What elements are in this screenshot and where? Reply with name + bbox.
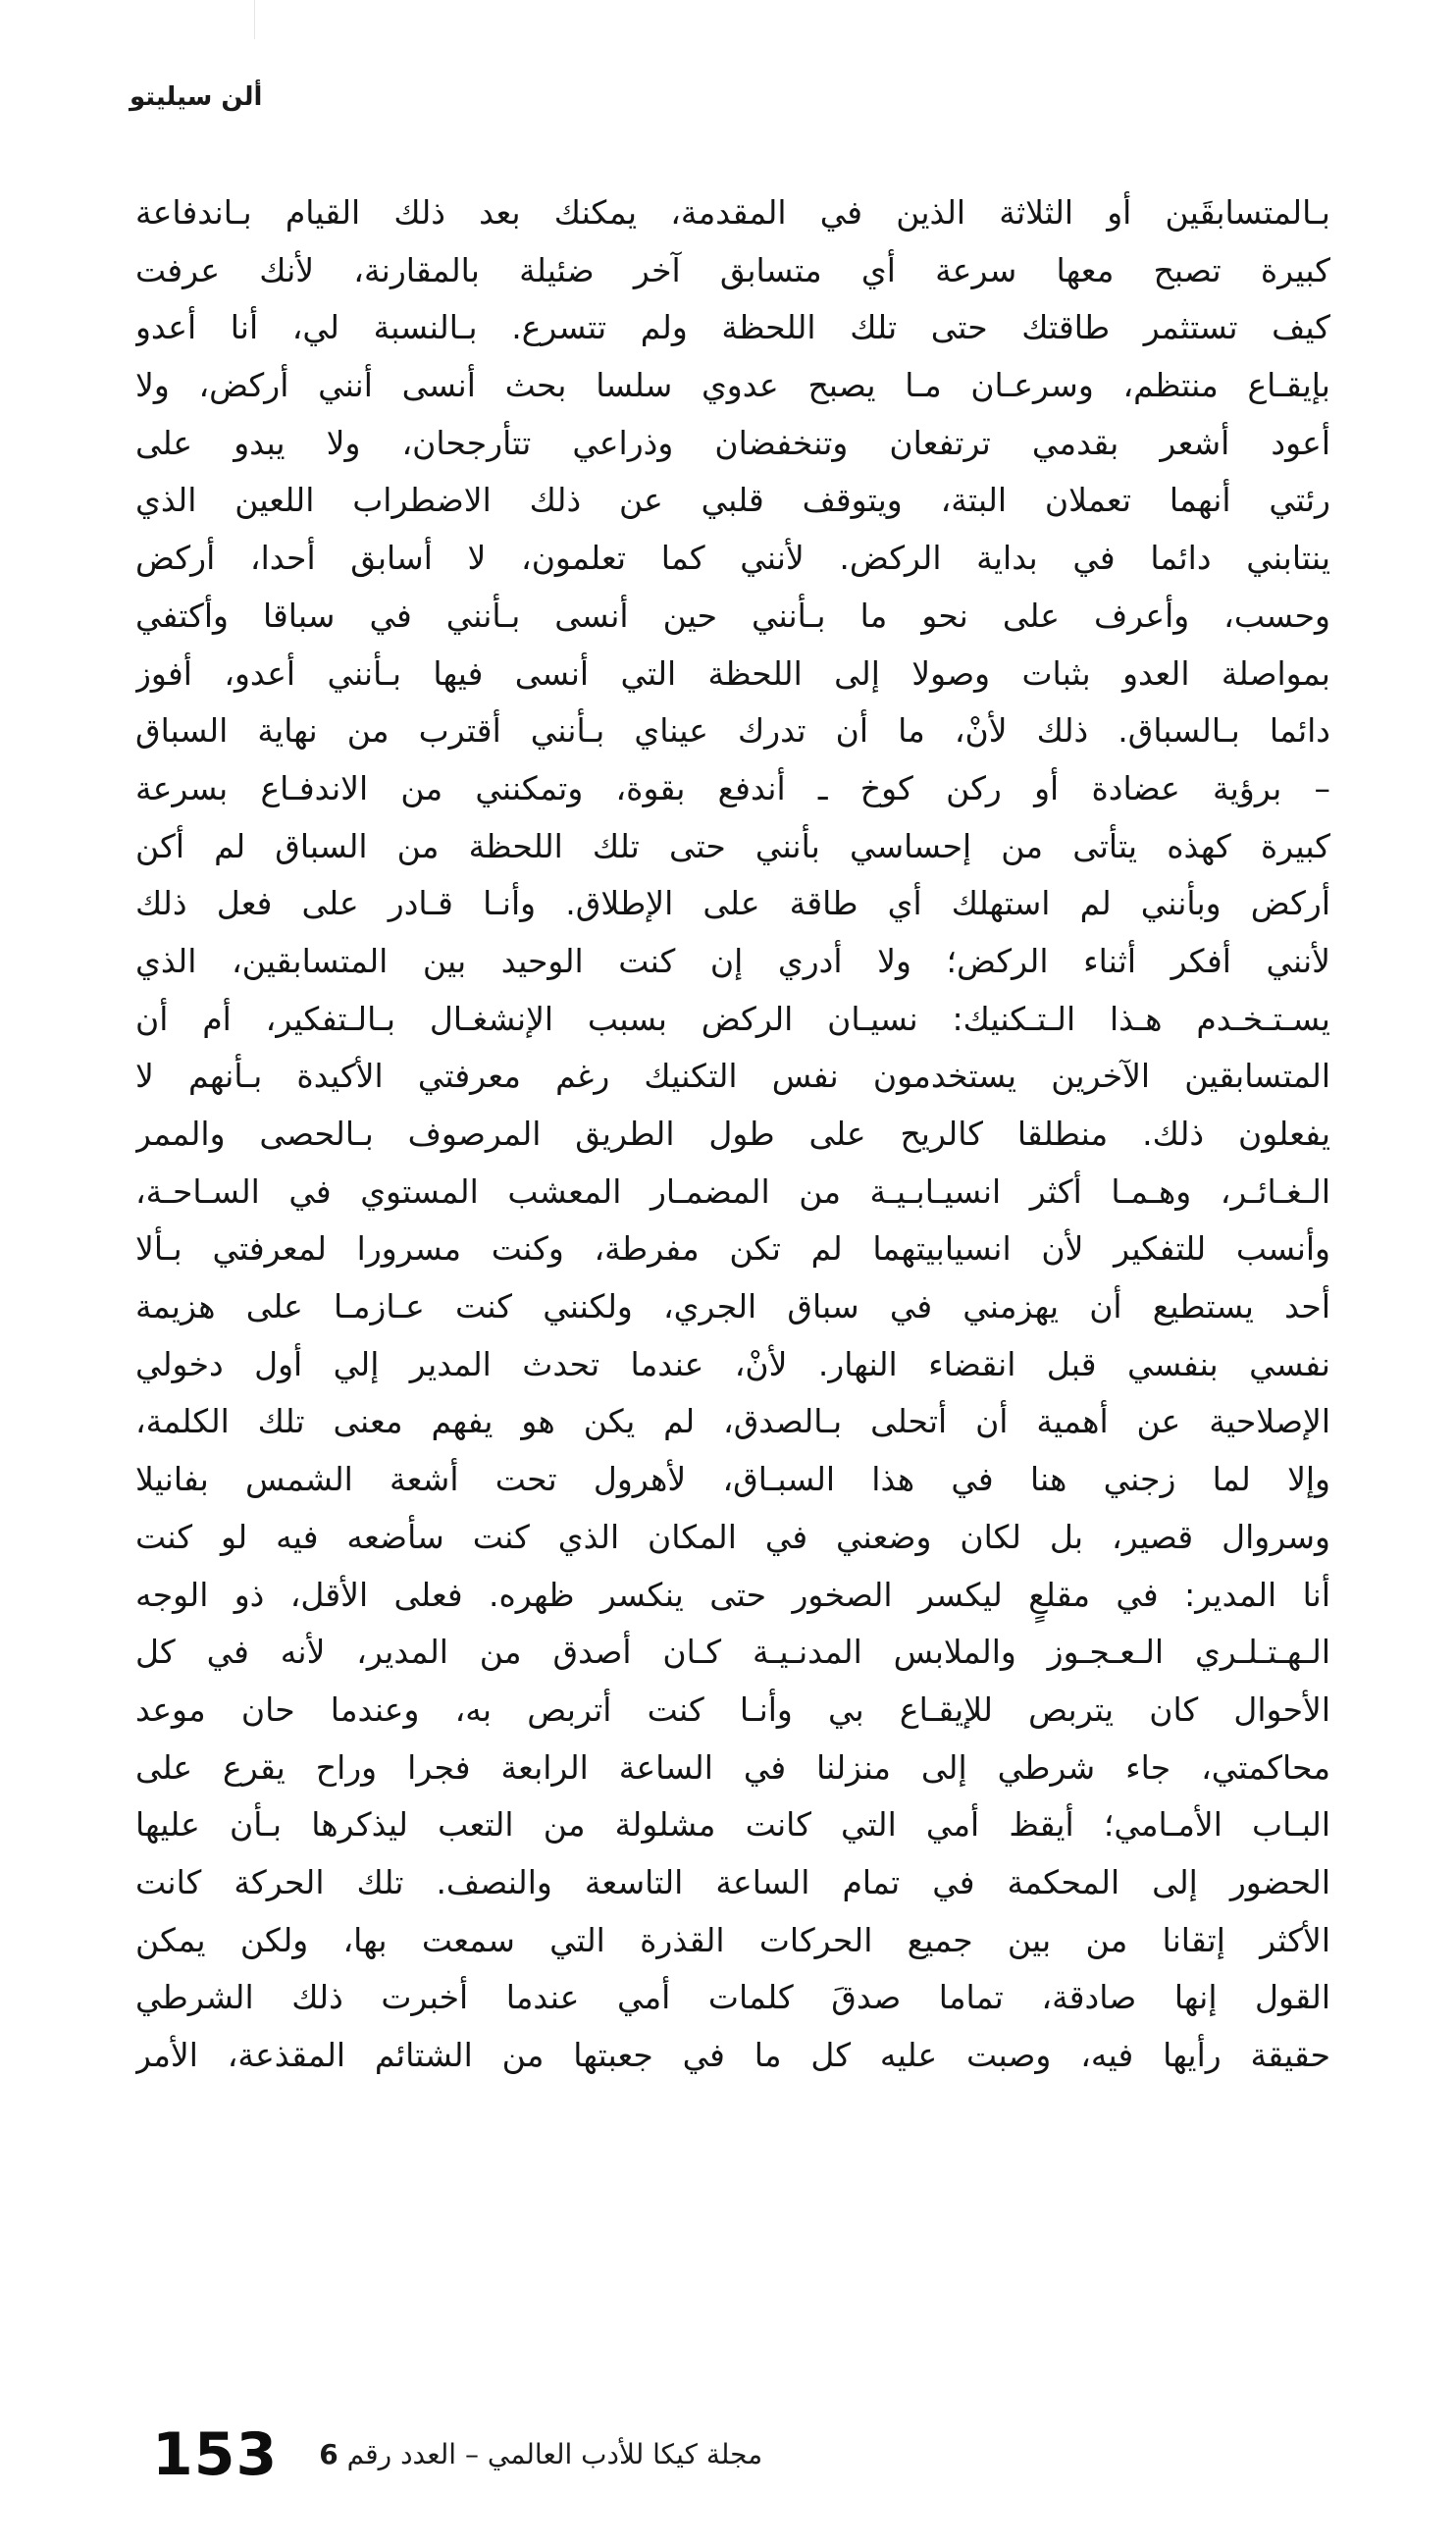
text-line: الـغـائـر، وهـمـا أكثر انسيـابـيـة من المضمـار المعشب المستوي في السـاحـة، bbox=[135, 1171, 1330, 1211]
text-line: القول إنها صادقة، تماما صدقَ كلمات أمي عندما أخبرت ذلك الشرطي bbox=[135, 1978, 1330, 2017]
text-line: أحد يستطيع أن يهزمني في سباق الجري، ولكنني كنت عـازمـا على هزيمة bbox=[135, 1287, 1330, 1326]
text-line: الإصلاحية عن أهمية أن أتحلى بـالصدق، لم يكن هو يفهم معنى تلك الكلمة، bbox=[135, 1402, 1330, 1441]
text-line: نفسي بنفسي قبل انقضاء النهار. لأنْ، عندما تحدث المدير إلي أول دخولي bbox=[135, 1344, 1330, 1383]
journal-info bbox=[319, 2416, 762, 2494]
text-line: الحضور إلى المحكمة في تمام الساعة التاسعة والنصف. تلك الحركة كانت bbox=[135, 1862, 1330, 1901]
text-line: بإيقـاع منتظم، وسرعـان مـا يصبح عدوي سلسا بحث أنسى أنني أركض، ولا bbox=[135, 366, 1330, 405]
text-line: البـاب الأمـامي؛ أيقظ أمي التي كانت مشلولة من التعب ليذكرها بـأن عليها bbox=[135, 1805, 1330, 1845]
running-head-author: ألن سيليتو bbox=[130, 82, 263, 112]
text-line: – برؤية عضادة أو ركن كوخ ـ أندفع بقوة، وتمكنني من الاندفـاع بسرعة bbox=[135, 768, 1330, 807]
text-line: ينتابني دائما في بداية الركض. لأنني كما تعلمون، لا أسابق أحدا، أركض bbox=[135, 539, 1330, 578]
scan-edge-line bbox=[254, 0, 255, 39]
text-line: وإلا لما زجني هنا في هذا السبـاق، لأهرول تحت أشعة الشمس بفانيلا bbox=[135, 1460, 1330, 1499]
text-line: كبيرة تصبح معها سرعة أي متسابق آخر ضئيلة بالمقارنة، لأنك عرفت bbox=[135, 250, 1330, 289]
text-line: كبيرة كهذه يتأتى من إحساسي بأنني حتى تلك اللحظة من السباق لم أكن bbox=[135, 826, 1330, 865]
body-text bbox=[135, 184, 1330, 2085]
text-line: دائما بـالسباق. ذلك لأنْ، ما أن تدرك عيناي بـأنني أقترب من نهاية السباق bbox=[135, 711, 1330, 751]
page-number: 153 bbox=[152, 2420, 279, 2489]
text-line: لأنني أفكر أثناء الركض؛ ولا أدري إن كنت الوحيد بين المتسابقين، الذي bbox=[135, 941, 1330, 980]
text-line: كيف تستثمر طاقتك حتى تلك اللحظة ولم تتسرع. بـالنسبة لي، أنا أعدو bbox=[135, 308, 1330, 347]
text-line: وأنسب للتفكير لأن انسيابيتهما لم تكن مفرطة، وكنت مسرورا لمعرفتي بـألا bbox=[135, 1229, 1330, 1269]
page-footer bbox=[152, 2416, 762, 2494]
text-line: الأكثر إتقانا من بين جميع الحركات القذرة التي سمعت بها، ولكن يمكن bbox=[135, 1920, 1330, 1959]
text-line: أعود أشعر بقدمي ترتفعان وتنخفضان وذراعي تتأرجحان، ولا يبدو على bbox=[135, 423, 1330, 462]
text-line: أركض وبأنني لم استهلك أي طاقة على الإطلاق. وأنـا قـادر على فعل ذلك bbox=[135, 884, 1330, 923]
text-line: الأحوال كان يتربص للإيقـاع بي وأنـا كنت أتربص به، وعندما حان موعد bbox=[135, 1689, 1330, 1729]
text-line: يفعلون ذلك. منطلقا كالريح على طول الطريق المرصوف بـالحصى والممر bbox=[135, 1115, 1330, 1153]
text-line: يسـتـخـدم هـذا الـتـكنيك: نسيـان الركض بسبب الإنشغـال بـالـتفكير، أم أن bbox=[135, 999, 1330, 1038]
text-line: حقيقة رأيها فيه، وصبت عليه كل ما في جعبتها من الشتائم المقذعة، الأمر bbox=[135, 2036, 1330, 2074]
text-line: الـهـتـلـري الـعـجـوز والملابس المدنـيـة كـان أصدق من المدير، لأنه في كل bbox=[135, 1633, 1330, 1672]
text-line: بمواصلة العدو بثبات وصولا إلى اللحظة التي أنسى فيها بـأنني أعدو، أفوز bbox=[135, 653, 1330, 693]
text-line: وحسب، وأعرف على نحو ما بـأنني حين أنسى بـأنني في سباقا وأكتفي bbox=[135, 596, 1330, 635]
issue-number: 6 bbox=[319, 2438, 338, 2470]
text-line: أنا المدير: في مقلعٍ ليكسر الصخور حتى ينكسر ظهره. فعلى الأقل، ذو الوجه bbox=[135, 1575, 1330, 1614]
text-line: وسروال قصير، بل لكان وضعني في المكان الذي كنت سأضعه فيه لو كنت bbox=[135, 1517, 1330, 1556]
text-line: بـالمتسابقَين أو الثلاثة الذين في المقدمة، يمكنك بعد ذلك القيام بـاندفاعة bbox=[135, 193, 1330, 232]
journal-name: مجلة كيكا للأدب العالمي – العدد رقم bbox=[346, 2438, 763, 2470]
text-line: رئتي أنهما تعملان البتة، ويتوقف قلبي عن ذلك الاضطراب اللعين الذي bbox=[135, 481, 1330, 520]
text-line: محاكمتي، جاء شرطي إلى منزلنا في الساعة الرابعة فجرا وراح يقرع على bbox=[135, 1747, 1330, 1787]
text-line: المتسابقين الآخرين يستخدمون نفس التكنيك رغم معرفتي الأكيدة بـأنهم لا bbox=[135, 1057, 1330, 1096]
